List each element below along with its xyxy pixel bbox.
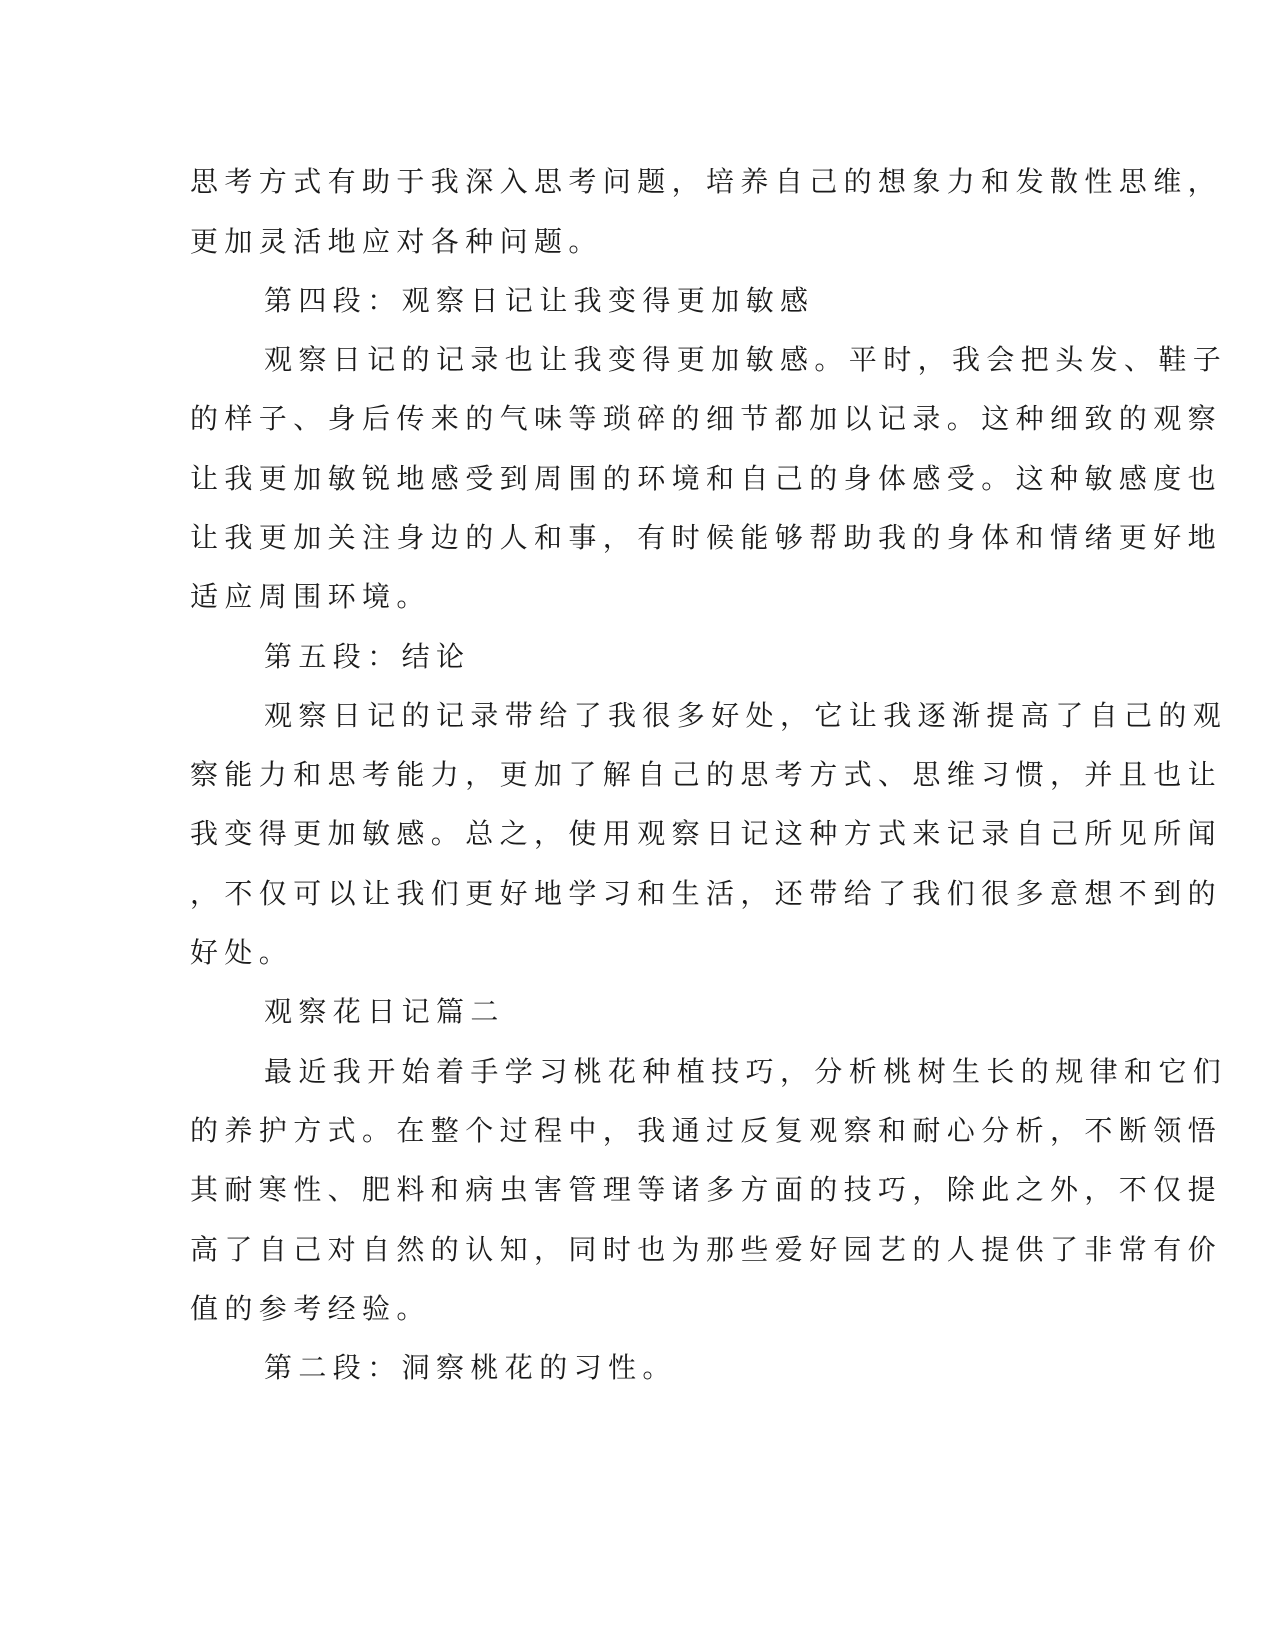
text-line: 最近我开始着手学习桃花种植技巧，分析桃树生长的规律和它们 [264, 1055, 1228, 1088]
text-line: 的养护方式。在整个过程中，我通过反复观察和耐心分析，不断领悟 [190, 1114, 1223, 1147]
text-line: 察能力和思考能力，更加了解自己的思考方式、思维习惯，并且也让 [190, 758, 1223, 791]
article-title: 观察花日记篇二 [264, 995, 505, 1028]
text-line: 让我更加关注身边的人和事，有时候能够帮助我的身体和情绪更好地 [190, 521, 1223, 554]
section-heading-5: 第五段：结论 [264, 640, 471, 673]
text-line: 高了自己对自然的认知，同时也为那些爱好园艺的人提供了非常有价 [190, 1233, 1223, 1266]
text-line: 观察日记的记录带给了我很多好处，它让我逐渐提高了自己的观 [264, 699, 1228, 732]
text-line: 观察日记的记录也让我变得更加敏感。平时，我会把头发、鞋子 [264, 343, 1228, 376]
text-line: 好处。 [190, 936, 294, 969]
text-line: 其耐寒性、肥料和病虫害管理等诸多方面的技巧，除此之外，不仅提 [190, 1173, 1223, 1206]
section-heading-2: 第二段：洞察桃花的习性。 [264, 1351, 677, 1384]
text-line: 让我更加敏锐地感受到周围的环境和自己的身体感受。这种敏感度也 [190, 462, 1223, 495]
text-line: 值的参考经验。 [190, 1292, 431, 1325]
text-line: 我变得更加敏感。总之，使用观察日记这种方式来记录自己所见所闻 [190, 817, 1223, 850]
text-line: 思考方式有助于我深入思考问题，培养自己的想象力和发散性思维， [190, 165, 1223, 198]
section-heading-4: 第四段：观察日记让我变得更加敏感 [264, 284, 815, 317]
text-line: 更加灵活地应对各种问题。 [190, 225, 603, 258]
text-line: 适应周围环境。 [190, 580, 431, 613]
text-line: ，不仅可以让我们更好地学习和生活，还带给了我们很多意想不到的 [190, 877, 1223, 910]
text-line: 的样子、身后传来的气味等琐碎的细节都加以记录。这种细致的观察 [190, 402, 1223, 435]
